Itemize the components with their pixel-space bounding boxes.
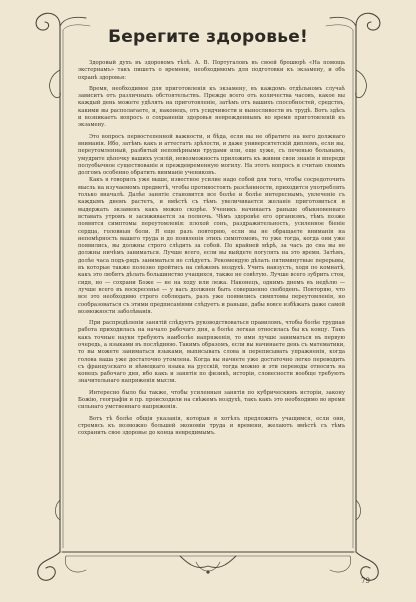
page-number: 79 xyxy=(361,577,370,585)
paragraph: Вотъ тѣ болѣе общія указанія, которыя я хотѣлъ предложить учащимся, если они, стремясь къ возможно большей экономіи труда и времени, желаютъ вмѣстѣ съ тѣмъ сохранить свое здоровье до конца невредимымъ. xyxy=(78,415,345,437)
page-title: Берегите здоровье! xyxy=(108,27,308,47)
paragraph: При распредѣленіи занятій слѣдуетъ руководствоваться правиломъ, чтобы болѣе трудная работа приходилась на начало рабочаго дня, а болѣе легкая относилась бы къ концу. Такъ какъ точные науки требуютъ наиболѣе напряженія, то ими лучше заниматься въ первую очередь, а языками въ послѣднюю. Такимъ образомъ, если вы начинаете день съ математики, то вы можете заниматься языками, выписывать слова и переписывать упражненія, когда голова ваша уже достаточно утомлена. Когда вы начнете уже достаточно легко переводить съ французскаго и нѣмецкаго языка на русскій, тогда можно и эти переводы относить на конецъ рабочаго дня, ибо какъ и занятія по физикѣ, исторіи, словесности вообще требуютъ значительнаго напряженія мысли. xyxy=(78,320,345,385)
article-body xyxy=(78,60,345,438)
paragraph: Время, необходимое для приготовленія къ экзамену, въ каждомъ отдѣльномъ случаѣ зависитъ отъ различныхъ обстоятельствъ. Прежде всего отъ количества часовъ, какое вы каждый день можете удѣлять на приготовленіе, затѣмъ отъ вашихъ способностей, средствъ, какими вы располагаете, и, наконецъ, отъ усидчивости и выносливости въ трудѣ. Вотъ здѣсь и возникаетъ вопросъ о сохраненіи здоровья неврежденнымъ во время приготовленій къ экзамену. xyxy=(78,85,345,129)
paragraph: Интересно было бы также, чтобы усиленныя занятія по кубрическимъ исторіи, закону Божію, географіи и пр. происходили на свѣжемъ воздухѣ, такъ какъ это необходимо во время сильнаго умственнаго напряженія. xyxy=(78,389,345,411)
paragraph: Здоровый духъ въ здоровомъ тѣлѣ. А. В. Португаловъ въ своей брошюрѣ «На помощь экстернамъ» такъ пишетъ о времени, необходимомъ для подготовки къ экзамену, и объ охранѣ здоровья: xyxy=(78,60,345,81)
paragraph: Это вопросъ первостепенной важности, и бѣда, если вы не обратите на него должнаго вниманія. Ибо, затѣмъ какъ и аттестатъ зрѣлости, и даже университетскій дипломъ, если вы, переутомленный, разбитый непомѣрными трудами или, еще хуже, съ печенью больнымъ, умудрите цѣпочку вашихъ усилій, невозможность приложить къ живни свои знанія и впереди полуобычное существованіе и преждевременную могилу. На этотъ вопросъ я считаю своимъ долгомъ особенно обратить вниманіе учениковъ. xyxy=(78,133,345,177)
paragraph: Какъ я говорилъ уже выше, известное усилие надо собой для того, чтобы сосредоточить мысль на изучаемомъ предметѣ, чтобы противостоять разсѣянности, приходится употреблять только вначалѣ. Далѣе занятіе становится все болѣе и болѣе интереснымъ, увлеченіе съ каждымъ днемъ растетъ, и вмѣстѣ съ тѣмъ увеличивается желаніе приготовиться и выдержать экзаменъ какъ можно скорѣе. Ученикъ начинаетъ раньше обыкновеннаго вставать утромъ и засиживается за полночь. Чѣмъ здоровѣе его организмъ, тѣмъ позже появятся симптомы переутомленія: плохой сонъ, раздражительность, усиленное біеніе сердца, головныя боли. Я еще разъ повторяю, если вы не обращаете вниманія на непомѣрность вашего труда и до появленія этихъ симптомовъ, то уже тогда, когда они уже появились, вы должны строго слѣдить за собой. По крайней мѣрѣ, за часъ до сна вы не должны ничѣмъ заниматься. Лучше всего, если вы выйдете погулять на это время. Затѣмъ, долѣе часа подъ-рядъ заниматься не слѣдуетъ. Рекомендую дѣлать пятиминутные перерывы, въ которые также полезно пройтись на свѣжемъ воздухѣ. Учить наизусть, ходя по комнатѣ, какъ это любятъ дѣлать большинство учащихся, также не совѣтую. Лучше всего зубрить стоя, сидя, но — сохрани Боже — не на ходу или лежа. Наконецъ, однимъ днемъ въ недѣлю — лучше всего въ воскресенье — у васъ должнен быть совершенно свободенъ. Повторяю, что все это необходимо строго соблюдать, разъ уже появились симптомы переутомленія, но сообразоваться съ этими предписаніями слѣдуетъ и раньше, дабы вовсе избѣжать даже самой возможности заболѣванія. xyxy=(78,177,345,315)
